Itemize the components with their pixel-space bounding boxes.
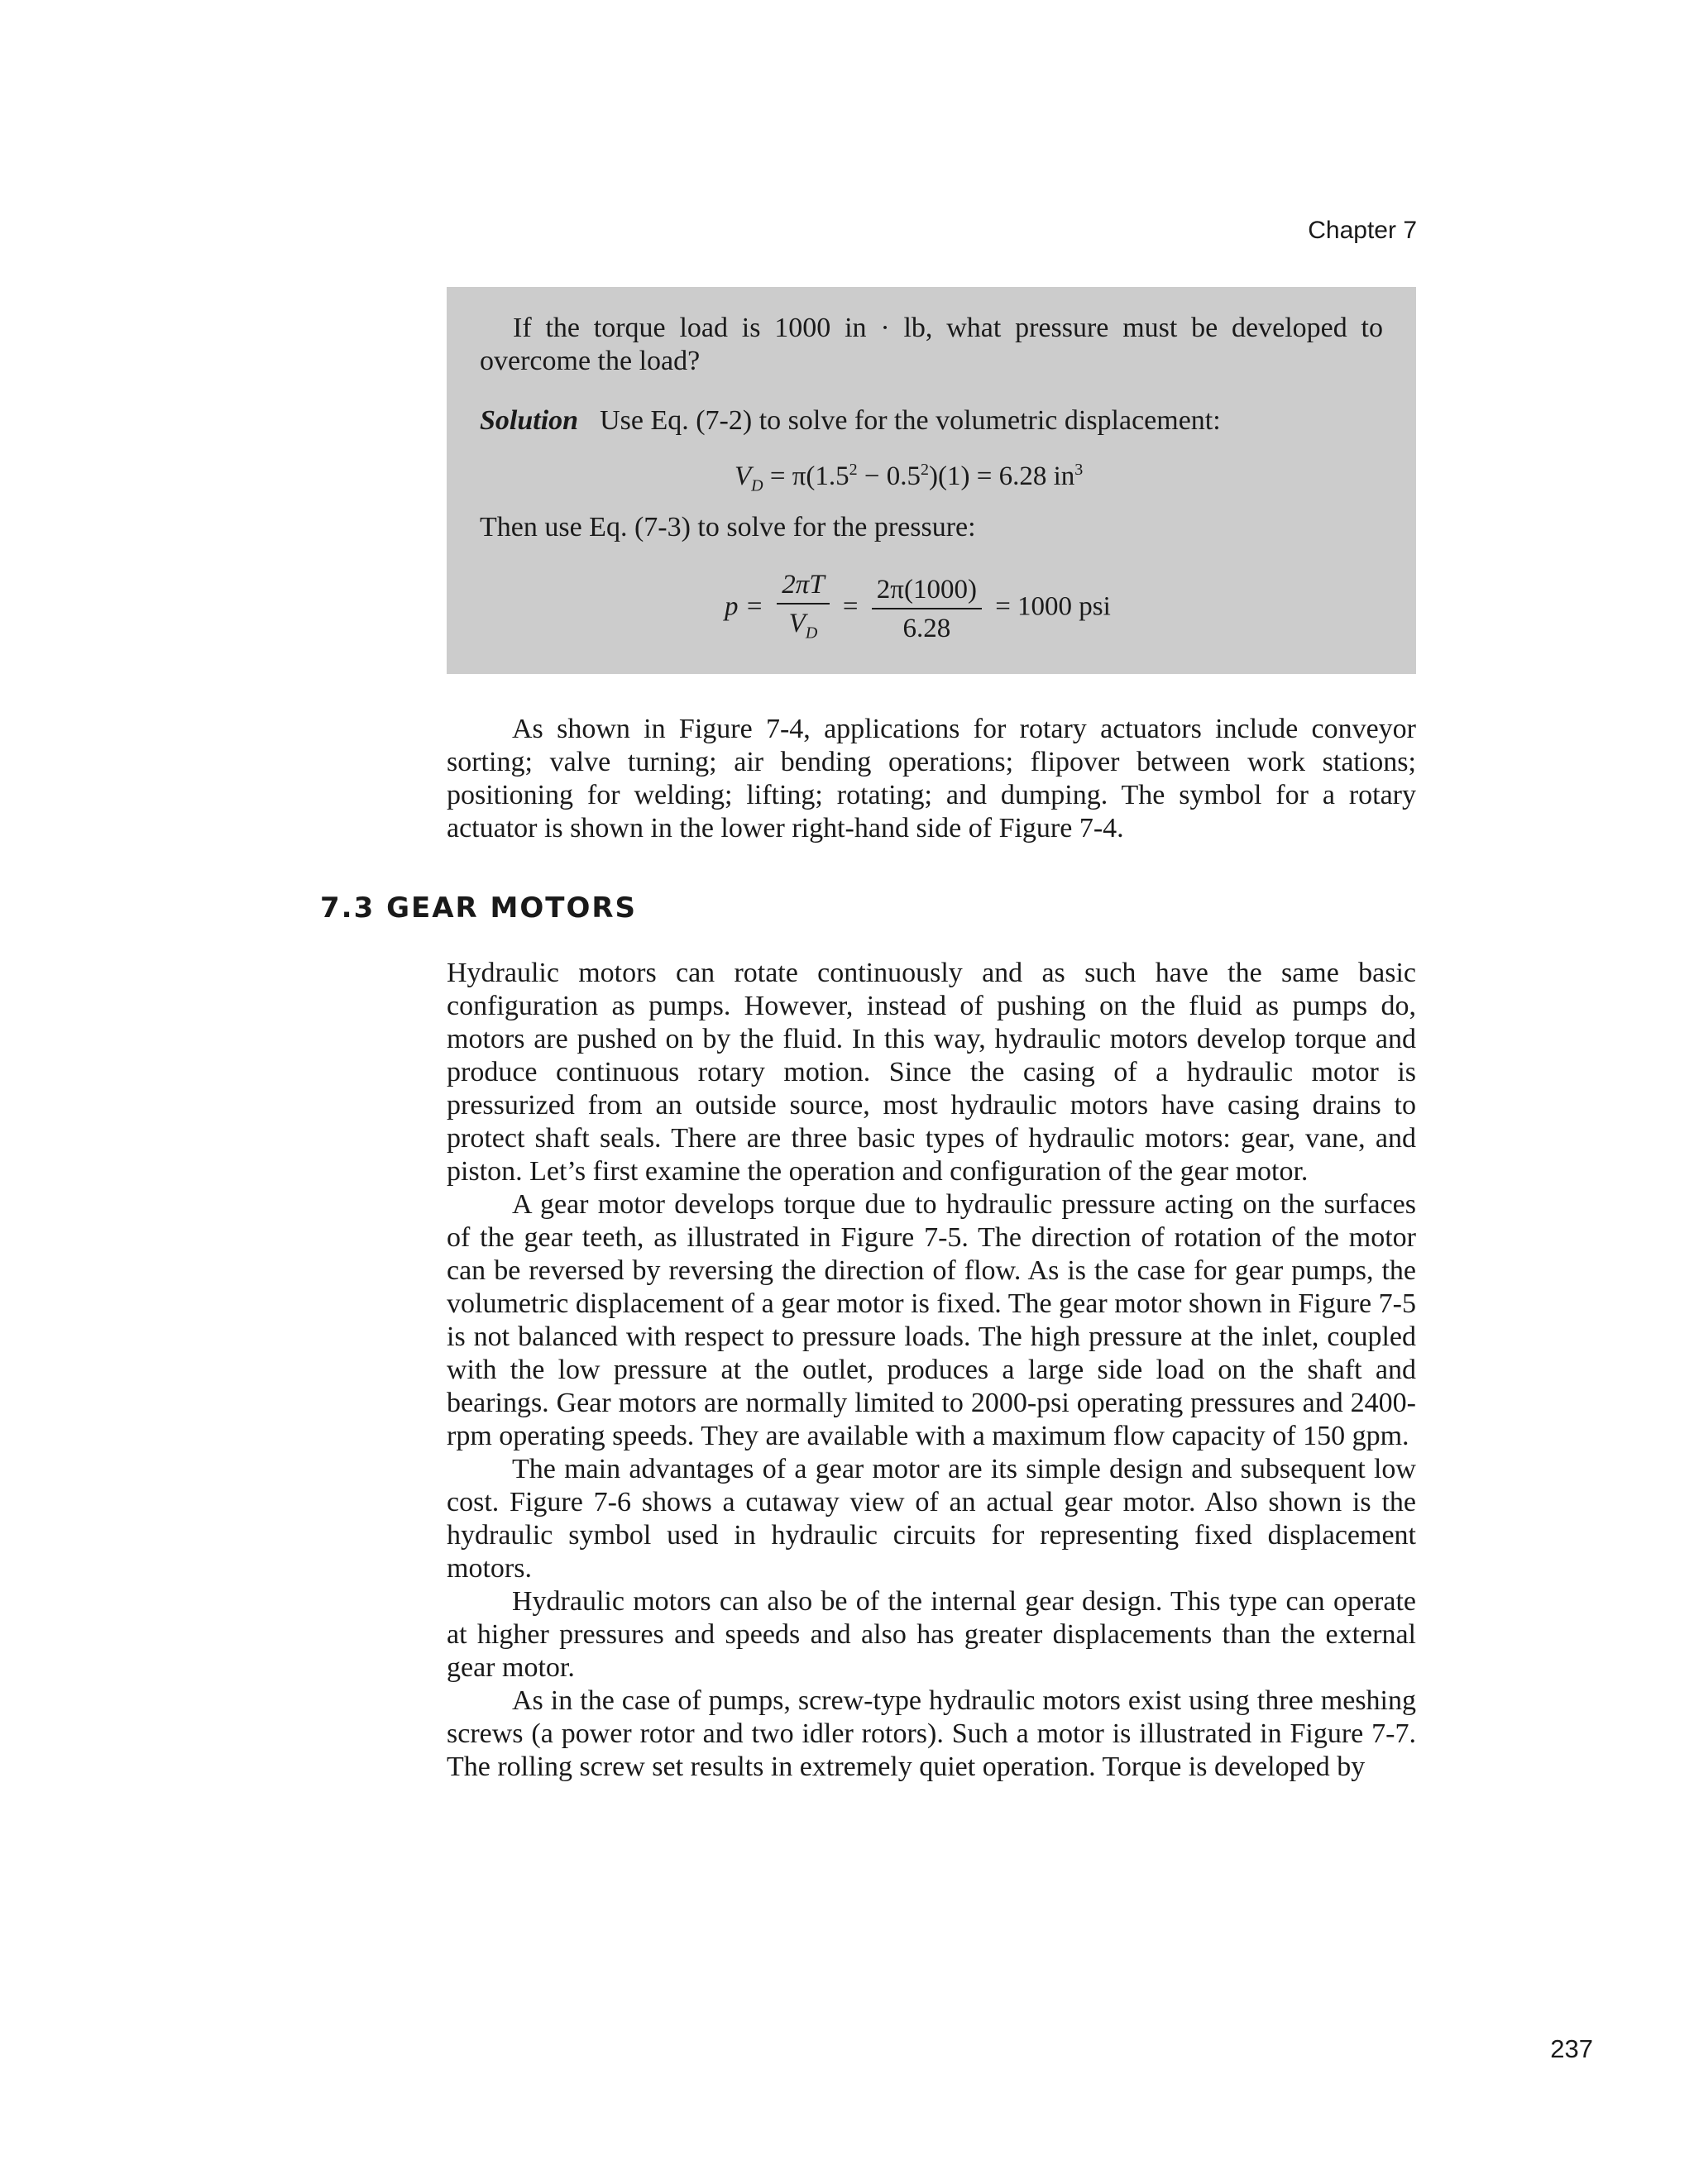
body-paragraph: The main advantages of a gear motor are its simple design and subsequent low cost. Figure 7-6 shows a cutaway view of an actual gear motor. Also shown is the hydraulic symbol used in hydraulic circuits for representing fixed displacement motors. bbox=[447, 1454, 1416, 1584]
page-number: 237 bbox=[1550, 2034, 1593, 2063]
solution-label: Solution bbox=[480, 405, 579, 436]
section-heading: 7.3 GEAR MOTORS bbox=[320, 891, 638, 925]
solution-line bbox=[480, 404, 1383, 437]
running-head-chapter: Chapter 7 bbox=[1308, 217, 1417, 244]
fraction-numeric: $\frac{2\pi(1000)}{6.28}$ bbox=[872, 573, 982, 644]
intro-paragraph: As shown in Figure 7-4, applications for rotary actuators include conveyor sorting; valve turning; air bending operations; flipover between work stations; positioning for welding; lifting; rotating; and dumping. The symbol for a rotary actuator is shown in the lower right-hand side of Figure 7-4. bbox=[447, 714, 1416, 843]
example-problem-box bbox=[447, 287, 1416, 674]
section-body bbox=[447, 957, 1416, 1784]
body-paragraph: As in the case of pumps, screw-type hydraulic motors exist using three meshing screws (a power rotor and two idler rotors). Such a motor is illustrated in Figure 7-7. The rolling screw set results in extremely quiet operation. Torque is developed by bbox=[447, 1685, 1416, 1782]
displacement-equation: $V_D = \pi(1.5^2 - 0.5^2)(1) = 6.28$ $in^3$ bbox=[735, 461, 1084, 495]
solution-text: Use Eq. (7-2) to solve for the volumetric displacement: bbox=[600, 405, 1221, 436]
body-paragraph: Hydraulic motors can also be of the internal gear design. This type can operate at higher pressures and speeds and also has greater displacements than the external gear motor. bbox=[447, 1586, 1416, 1683]
fraction-symbolic: $\frac{2\pi T}{V_D}$ bbox=[777, 568, 829, 649]
pressure-equation: p = $\frac{2\pi T}{V_D}$ = $\frac{2\pi(1000)}{6.28}$ = 1000 psi bbox=[725, 568, 1111, 649]
body-paragraph: A gear motor develops torque due to hydraulic pressure acting on the surfaces of the gear teeth, as illustrated in Figure 7-5. The direction of rotation of the motor can be reversed by reversing the direction of flow. As is the case for gear pumps, the volumetric displacement of a gear motor is fixed. The gear motor shown in Figure 7-5 is not balanced with respect to pressure loads. The high pressure at the inlet, coupled with the low pressure at the outlet, produces a large side load on the shaft and bearings. Gear motors are normally limited to 2000-psi operating pressures and 2400-rpm operating speeds. They are available with a maximum flow capacity of 150 gpm. bbox=[447, 1189, 1416, 1451]
intro-paragraph-block bbox=[447, 713, 1416, 845]
pressure-intro-line: Then use Eq. (7-3) to solve for the pressure: bbox=[480, 512, 976, 542]
body-paragraph: Hydraulic motors can rotate continuously and as such have the same basic configuration as pumps. However, instead of pushing on the fluid as pumps do, motors are pushed on by the fluid. In this way, hydraulic motors develop torque and produce continuous rotary motion. Since the casing of a hydraulic motor is pressurized from an outside source, most hydraulic motors have casing drains to protect shaft seals. There are three basic types of hydraulic motors: gear, vane, and piston. Let’s first examine the operation and configuration of the gear motor. bbox=[447, 958, 1416, 1187]
example-question: If the torque load is 1000 in · lb, what pressure must be developed to overcome the load? bbox=[480, 313, 1383, 376]
